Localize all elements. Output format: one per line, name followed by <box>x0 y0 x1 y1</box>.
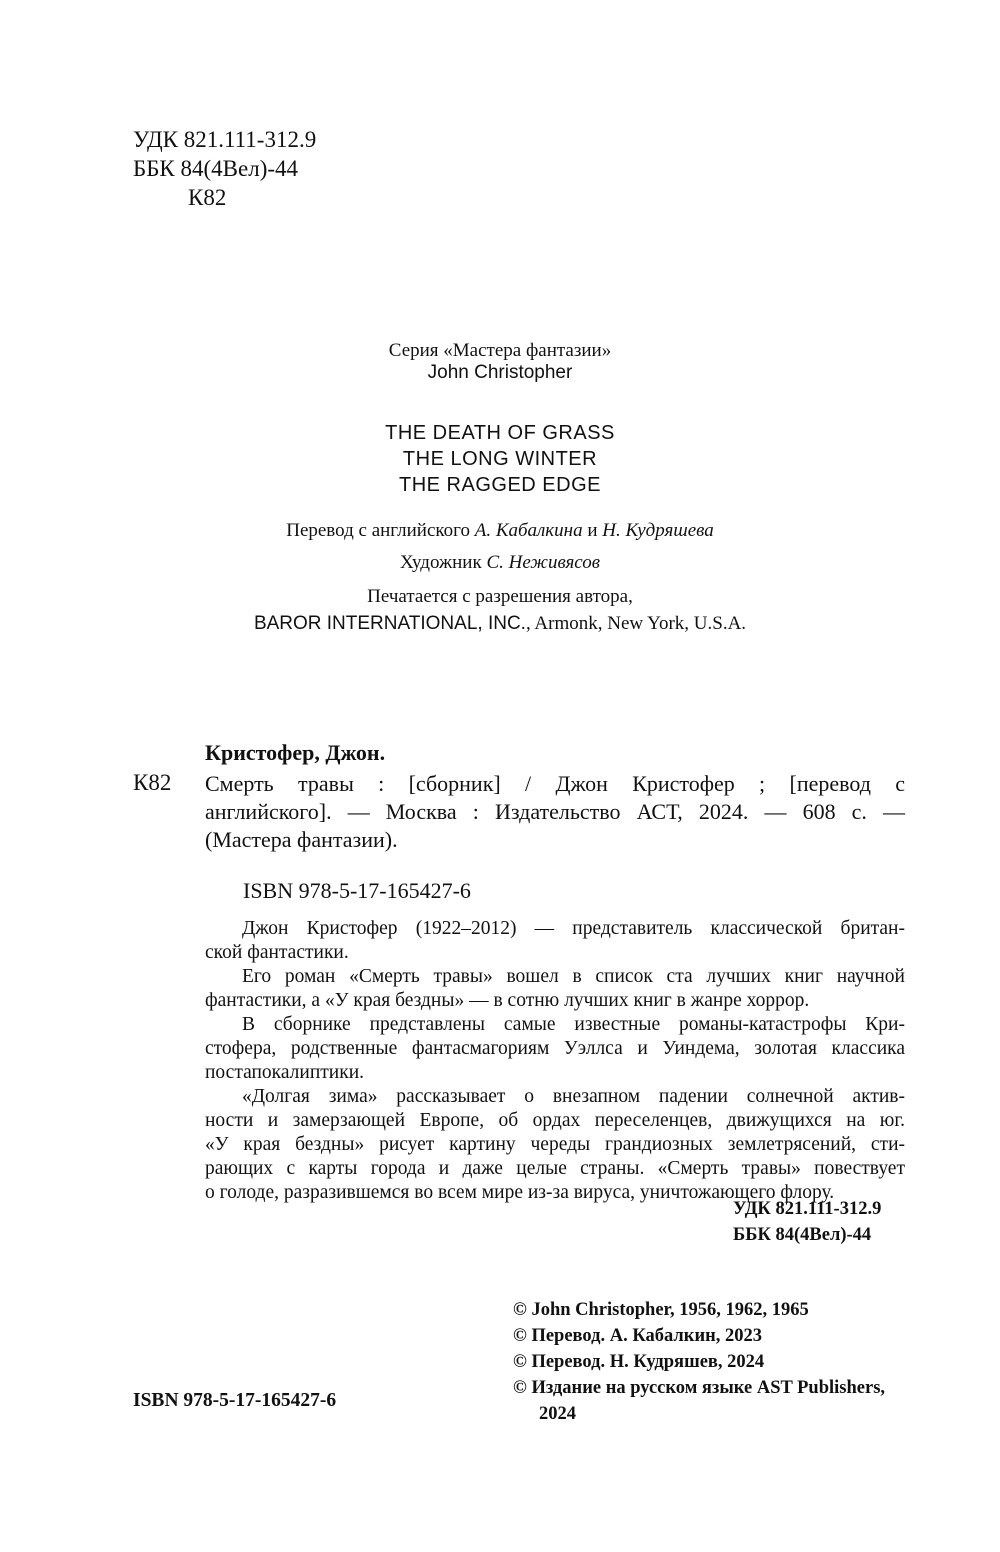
isbn-record: ISBN 978-5-17-165427-6 <box>243 878 471 903</box>
bib-line: Смерть травы : [сборник] / Джон Кристофер ; [перевод с <box>205 771 905 796</box>
bib-author-mark: К82 <box>133 770 172 795</box>
annotation-line: Его роман «Смерть травы» вошел в список ста лучших книг научной <box>242 966 905 987</box>
annotation-line: фантастики, а «У края бездны» — в сотню лучших книг в жанре хоррор. <box>205 990 810 1011</box>
permission-line: Печатается с разрешения автора, <box>367 586 633 607</box>
copyright-notices <box>513 1297 885 1427</box>
classification-codes <box>133 125 316 212</box>
agency-name: BAROR INTERNATIONAL, INC. <box>253 613 526 634</box>
permission-notice <box>0 583 1000 637</box>
classification-codes-bold <box>733 1196 881 1248</box>
isbn-bottom: ISBN 978-5-17-165427-6 <box>133 1390 337 1411</box>
artist-credit <box>0 552 1000 574</box>
translation-credits <box>0 520 1000 542</box>
title-en-2: THE LONG WINTER <box>402 448 598 470</box>
annotation-line: о голоде, разразившемся во всем мире из-за вируса, уничтожающего флору. <box>205 1182 835 1203</box>
series-name: Серия «Мастера фантазии» <box>388 340 612 361</box>
copyright-line: 2024 <box>539 1404 576 1424</box>
bbk-code: ББК 84(4Вел)-44 <box>133 156 299 181</box>
translator-1: А. Кабалкина <box>474 520 583 541</box>
annotation-line: Джон Кристофер (1922–2012) — представитель классической британ- <box>242 918 905 939</box>
annotation-line: рающих с карты города и даже целые страны. «Смерть травы» повествует <box>205 1158 905 1179</box>
annotation-line: ской фантастики. <box>205 942 349 963</box>
annotation-line: В сборнике представлены самые известные романы-катастрофы Кри- <box>242 1014 905 1035</box>
bib-description <box>205 770 905 854</box>
bib-line: (Мастера фантазии). <box>205 827 398 852</box>
udk-code-bold: УДК 821.111-312.9 <box>733 1199 882 1219</box>
title-en-1: THE DEATH OF GRASS <box>385 422 615 444</box>
annotation-line: «У края бездны» рисует картину череды грандиозных землетрясений, сти- <box>205 1134 905 1155</box>
annotation <box>205 917 905 1205</box>
english-titles <box>0 420 1000 498</box>
udk-code: УДК 821.111-312.9 <box>133 127 317 152</box>
copyright-line: © Перевод. А. Кабалкин, 2023 <box>513 1326 763 1346</box>
author-mark: К82 <box>188 185 227 210</box>
bib-line: английского]. — Москва : Издательство АСТ, 2024. — 608 с. — <box>205 799 905 824</box>
copyright-line: © Перевод. Н. Кудряшев, 2024 <box>513 1352 765 1372</box>
author-english: John Christopher <box>427 362 573 383</box>
annotation-line: «Долгая зима» рассказывает о внезапном падении солнечной актив- <box>242 1086 905 1107</box>
copyright-line: © Издание на русском языке AST Publishers, <box>513 1378 886 1398</box>
title-en-3: THE RAGGED EDGE <box>399 474 601 496</box>
annotation-line: ности и замерзающей Европе, об ордах переселенцев, движущихся на юг. <box>205 1110 905 1131</box>
translation-prefix: Перевод с английского <box>286 520 475 541</box>
artist-name: С. Неживясов <box>486 552 601 573</box>
artist-prefix: Художник <box>399 552 487 573</box>
annotation-line: постапокалиптики. <box>205 1062 365 1083</box>
agency-location: , Armonk, New York, U.S.A. <box>525 613 747 634</box>
bib-heading: Кристофер, Джон. <box>205 740 386 765</box>
annotation-line: стофера, родственные фантасмагориям Уэллса и Уиндема, золотая классика <box>205 1038 905 1059</box>
translation-conj: и <box>582 520 603 541</box>
copyright-line: © John Christopher, 1956, 1962, 1965 <box>513 1300 809 1320</box>
bbk-code-bold: ББК 84(4Вел)-44 <box>733 1225 872 1245</box>
translator-2: Н. Кудряшева <box>602 520 714 541</box>
